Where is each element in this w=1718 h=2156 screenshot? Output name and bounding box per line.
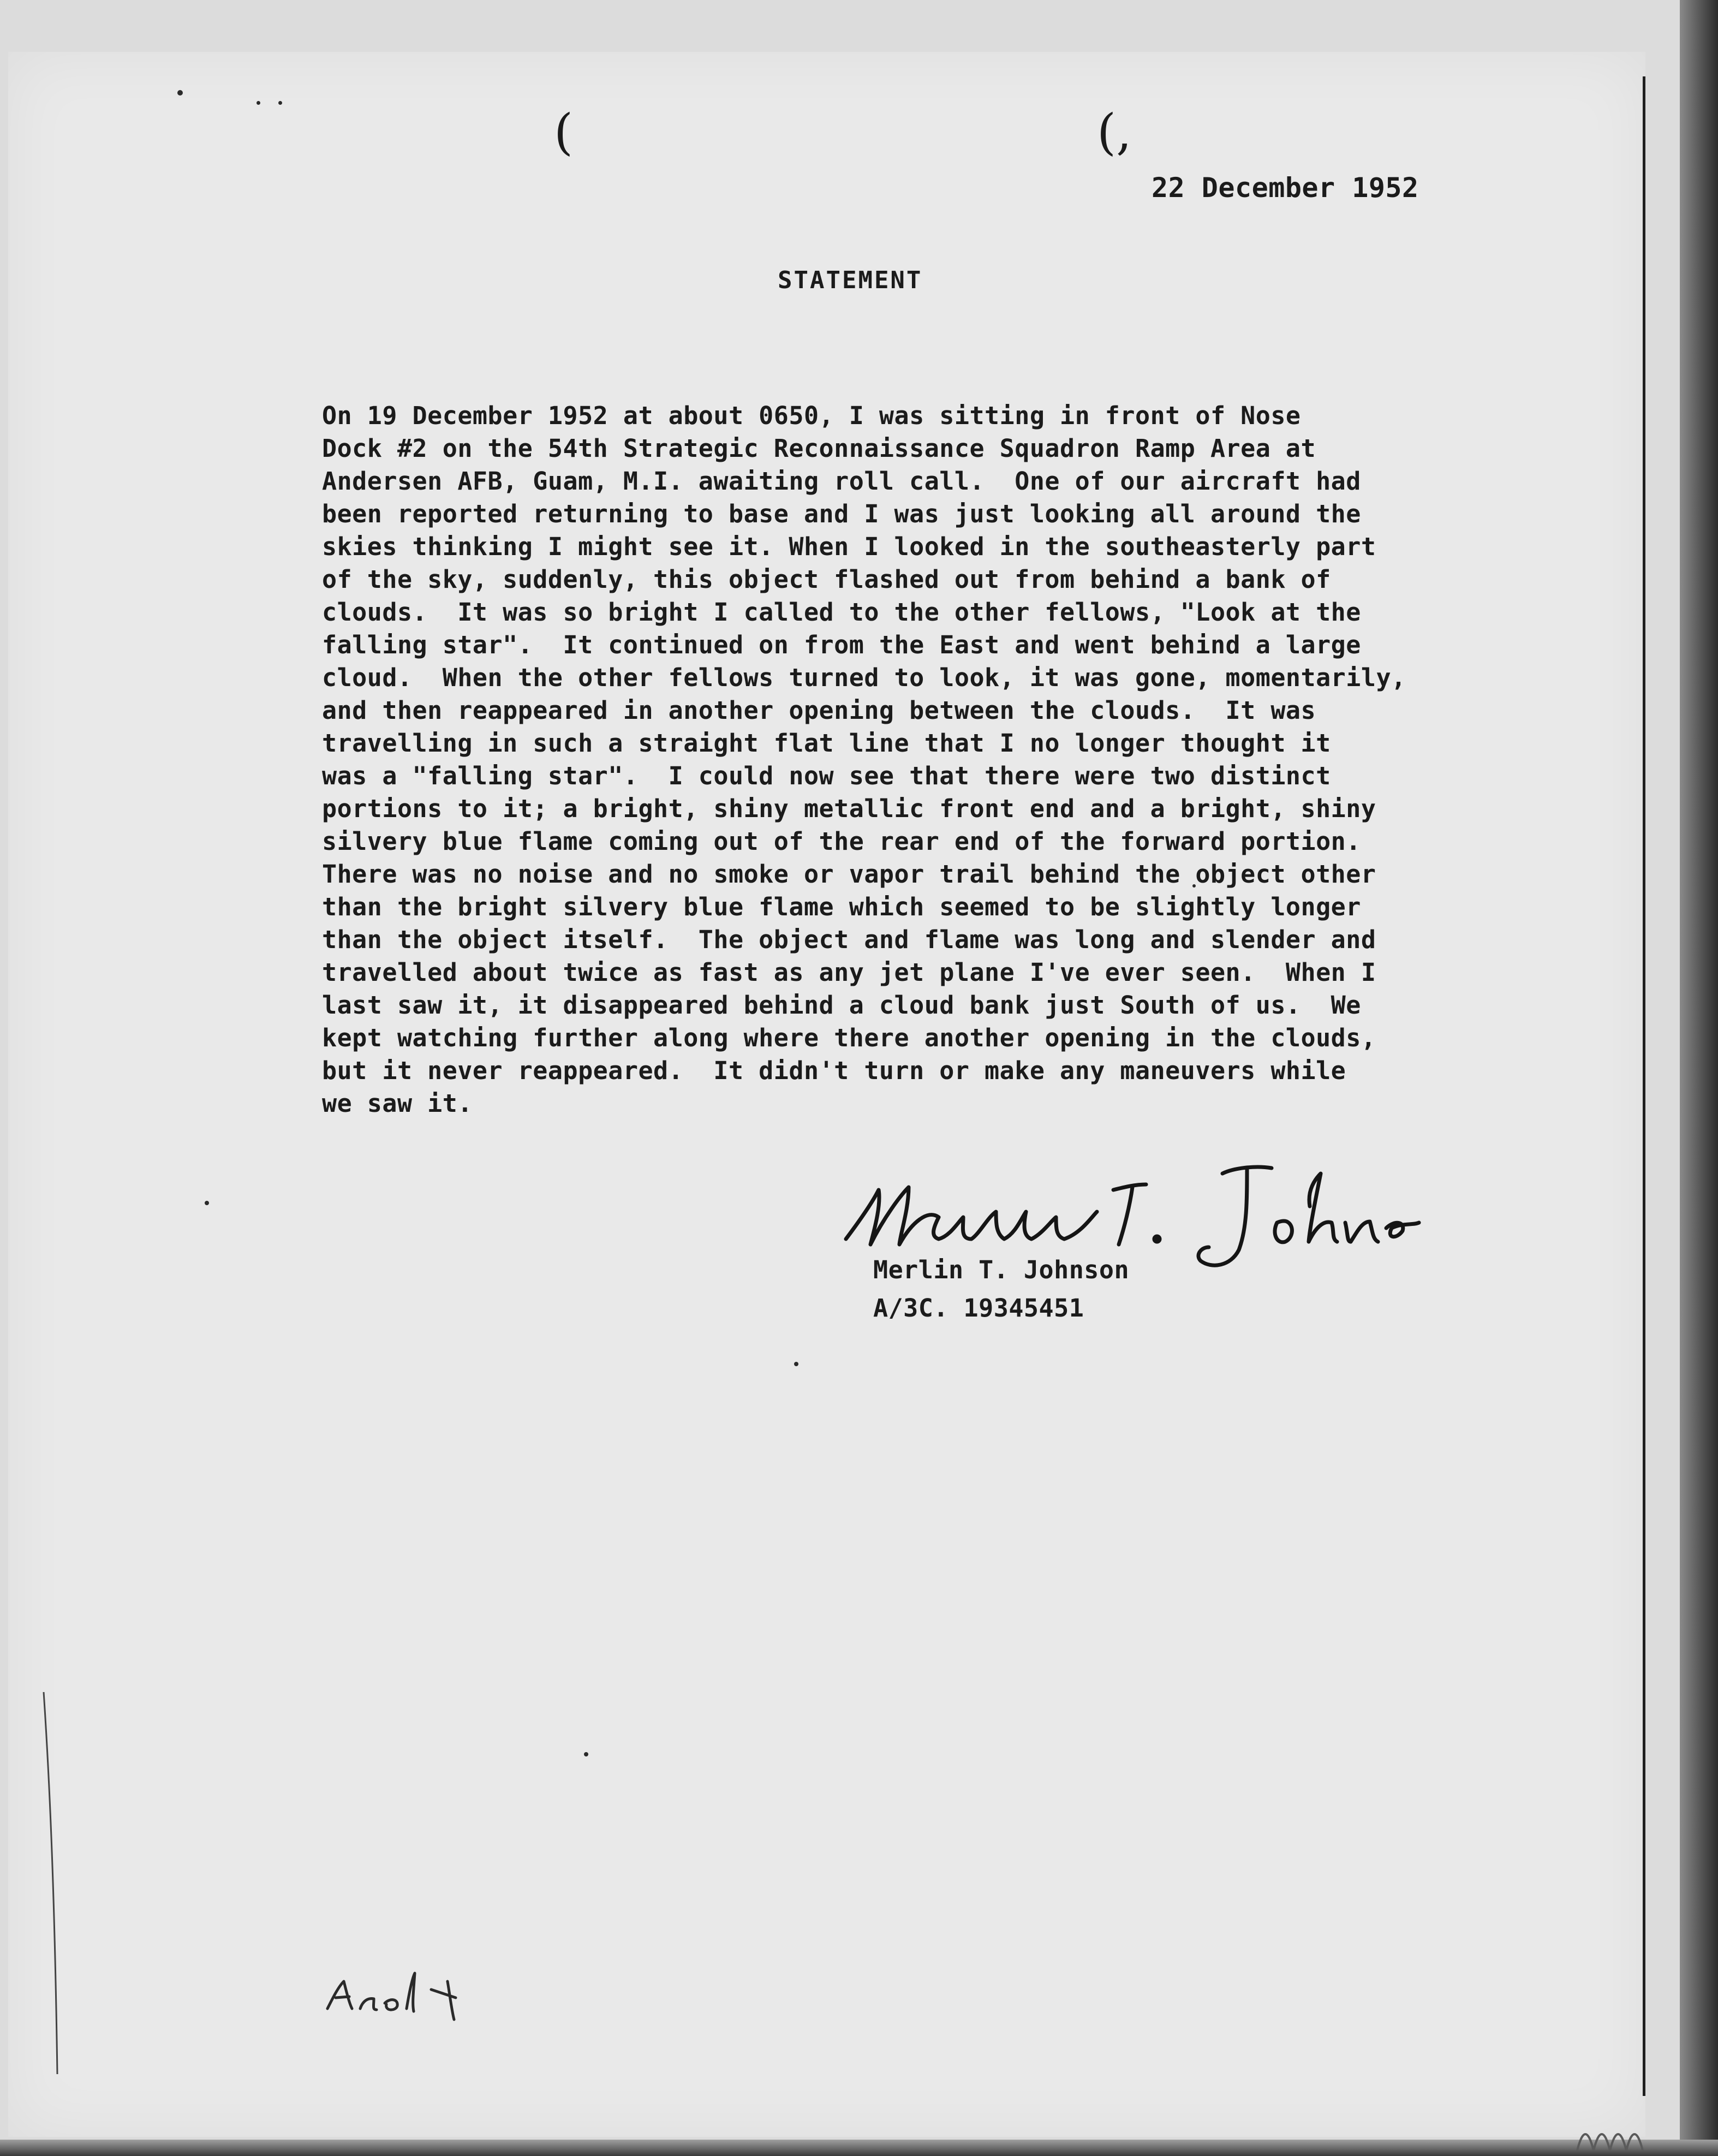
scan-speck — [205, 1201, 209, 1205]
statement-line: clouds. It was so bright I called to the other fellows, "Look at the — [322, 598, 1361, 627]
paper-sheet — [8, 52, 1645, 2137]
statement-line: portions to it; a bright, shiny metallic front end and a bright, shiny — [322, 794, 1376, 823]
signer-name: Merlin T. Johnson — [873, 1255, 1130, 1284]
statement-line: skies thinking I might see it. When I looked in the southeasterly part — [322, 532, 1376, 561]
paren-mark-left: ( — [554, 104, 574, 161]
scan-artifact-squiggle — [1572, 2118, 1681, 2156]
scan-edge-right — [1680, 0, 1718, 2156]
statement-line: travelling in such a straight flat line that I no longer thought it — [322, 729, 1331, 758]
margin-pencil-line — [33, 1692, 65, 2074]
signer-rank-id: A/3C. 19345451 — [873, 1294, 1084, 1323]
statement-line: falling star". It continued on from the East and went behind a large — [322, 630, 1361, 659]
statement-line: Dock #2 on the 54th Strategic Reconnaissance Squadron Ramp Area at — [322, 434, 1316, 463]
statement-line: On 19 December 1952 at about 0650, I was sitting in front of Nose — [322, 401, 1301, 430]
document-date: 22 December 1952 — [1152, 172, 1419, 204]
statement-line: than the bright silvery blue flame which seemed to be slightly longer — [322, 892, 1361, 921]
statement-line: than the object itself. The object and flame was long and slender and — [322, 925, 1376, 954]
statement-line: Andersen AFB, Guam, M.I. awaiting roll call. One of our aircraft had — [322, 467, 1361, 496]
statement-line: silvery blue flame coming out of the rear end of the forward portion. — [322, 827, 1361, 856]
statement-line: There was no noise and no smoke or vapor trail behind the object other — [322, 860, 1376, 889]
scan-speck — [177, 90, 183, 96]
statement-line: was a "falling star". I could now see that there were two distinct — [322, 761, 1331, 790]
statement-line: we saw it. — [322, 1089, 473, 1118]
scan-speck — [256, 101, 260, 105]
statement-line: been reported returning to base and I was just looking all around the — [322, 499, 1361, 528]
statement-line: of the sky, suddenly, this object flashed out from behind a bank of — [322, 565, 1331, 594]
scan-speck — [794, 1362, 798, 1366]
document-title: STATEMENT — [778, 266, 923, 294]
statement-line: and then reappeared in another opening between the clouds. It was — [322, 696, 1316, 725]
right-margin-rule — [1643, 76, 1645, 2096]
paren-mark-right: (, — [1097, 104, 1132, 161]
handwritten-enclosure-note — [322, 1960, 475, 2025]
scan-speck — [278, 101, 282, 105]
scan-edge-bottom — [0, 2140, 1718, 2156]
handwritten-signature — [840, 1157, 1430, 1272]
statement-line: kept watching further along where there another opening in the clouds, — [322, 1023, 1376, 1052]
statement-line: travelled about twice as fast as any jet plane I've ever seen. When I — [322, 958, 1376, 987]
statement-line: cloud. When the other fellows turned to look, it was gone, momentarily, — [322, 663, 1406, 692]
statement-line: last saw it, it disappeared behind a cloud bank just South of us. We — [322, 991, 1361, 1020]
statement-line: but it never reappeared. It didn't turn or make any maneuvers while — [322, 1056, 1346, 1085]
scan-speck — [584, 1752, 588, 1756]
